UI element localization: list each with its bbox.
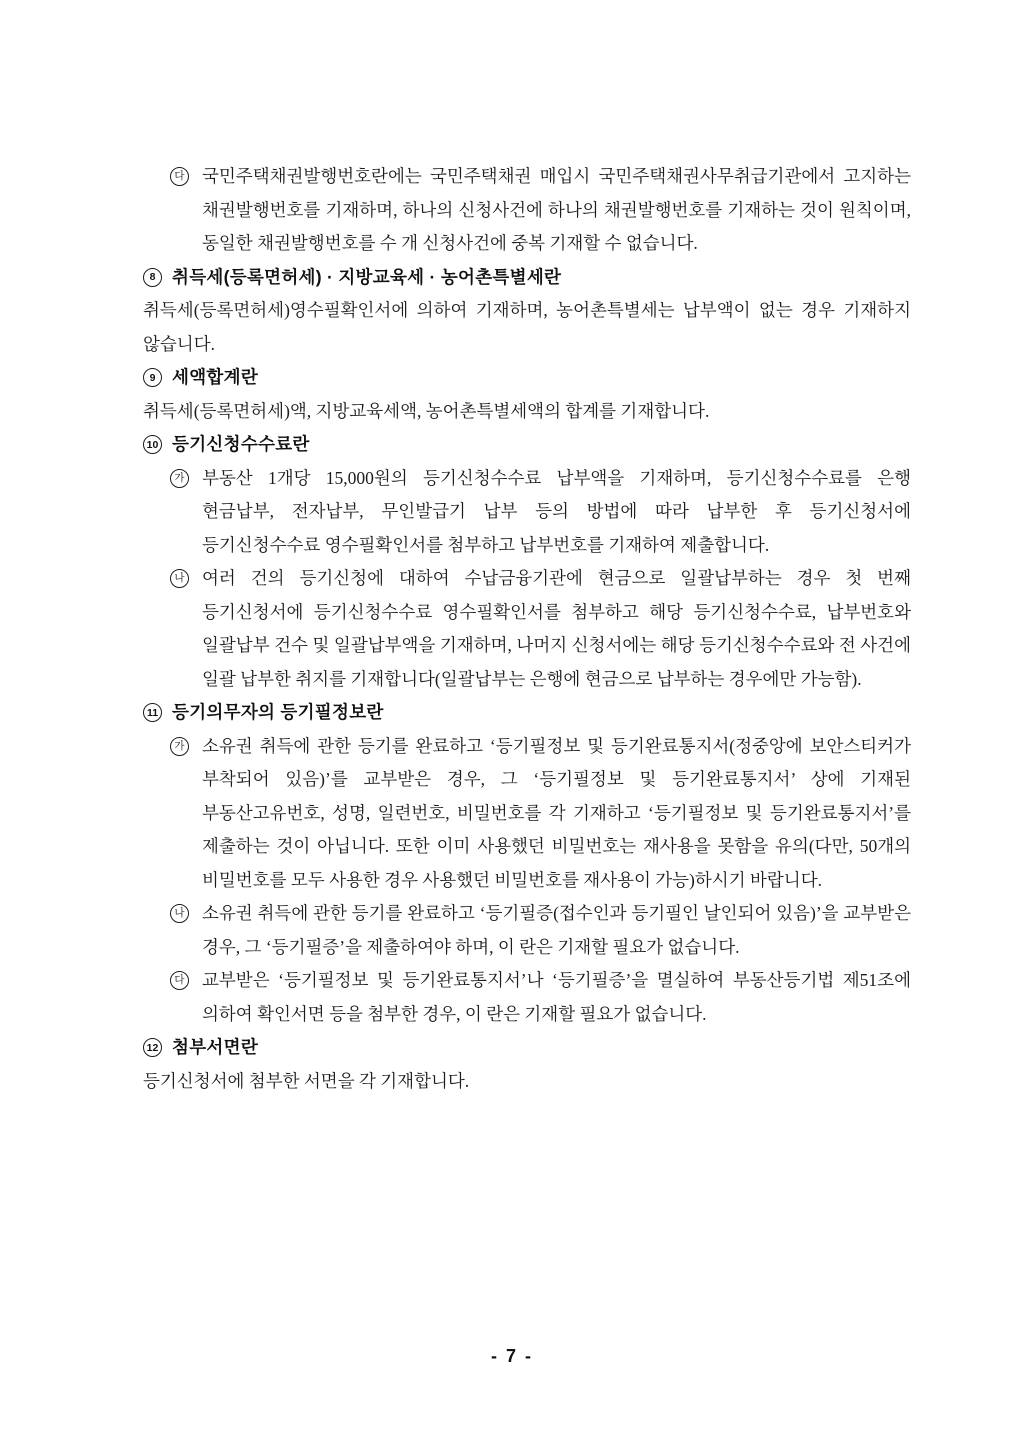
section-title: 등기의무자의 등기필정보란	[172, 702, 384, 722]
list-item-da-bond-number	[170, 160, 911, 261]
circled-da-marker: 다	[170, 167, 189, 186]
section-body: 등기신청서에 첨부한 서면을 각 기재합니다.	[143, 1070, 470, 1091]
section-heading-row	[143, 696, 911, 730]
list-item-na-bulk-payment	[170, 562, 911, 696]
page-content	[143, 160, 911, 1098]
section-title: 등기신청수수료란	[172, 434, 310, 454]
circled-ga-marker: 가	[170, 737, 189, 756]
circled-number-marker: 9	[143, 368, 162, 387]
circled-number-marker: 12	[143, 1038, 162, 1057]
list-item-ga-fee-amount	[170, 462, 911, 563]
section-acquisition-tax	[143, 261, 911, 362]
circled-na-marker: 나	[170, 569, 189, 588]
circled-number-marker: 11	[143, 703, 162, 722]
section-title: 세액합계란	[172, 367, 259, 387]
list-item-da-lost-cert	[170, 964, 911, 1031]
circled-number-marker: 10	[143, 435, 162, 454]
circled-na-marker: 나	[170, 904, 189, 923]
circled-ga-marker: 가	[170, 469, 189, 488]
list-item-ga-required-info	[170, 730, 911, 898]
paragraph: 소유권 취득에 관한 등기를 완료하고 ‘등기필증(접수인과 등기필인 날인되어 있음)’을 교부받은 경우, 그 ‘등기필증’을 제출하여야 하며, 이 란은 기재할 필요가 없습니다.	[202, 903, 911, 957]
section-heading-row	[143, 1031, 911, 1065]
section-heading-row	[143, 261, 911, 295]
section-tax-total	[143, 361, 911, 428]
section-body: 취득세(등록면허세)액, 지방교육세액, 농어촌특별세액의 합계를 기재합니다.	[143, 400, 710, 421]
paragraph: 부동산 1개당 15,000원의 등기신청수수료 납부액을 기재하며, 등기신청수수료를 은행 현금납부, 전자납부, 무인발급기 납부 등의 방법에 따라 납부한 후 등기신청서에 등기신청수수료 영수필확인서를 첨부하고 납부번호를 기재하여 제출합니다.	[202, 467, 911, 555]
section-heading-row	[143, 428, 911, 462]
circled-number-marker: 8	[143, 268, 162, 287]
paragraph: 교부받은 ‘등기필정보 및 등기완료통지서’나 ‘등기필증’을 멸실하여 부동산등기법 제51조에 의하여 확인서면 등을 첨부한 경우, 이 란은 기재할 필요가 없습니다.	[202, 970, 911, 1024]
section-title: 첨부서면란	[172, 1037, 259, 1057]
section-title: 취득세(등록면허세) · 지방교육세 · 농어촌특별세란	[172, 266, 562, 287]
section-heading-row	[143, 361, 911, 395]
paragraph: 국민주택채권발행번호란에는 국민주택채권 매입시 국민주택채권사무취급기관에서 고지하는 채권발행번호를 기재하며, 하나의 신청사건에 하나의 채권발행번호를 기재하는 것이 원칙이며, 동일한 채권발행번호를 수 개 신청사건에 중복 기재할 수 없습니다.	[202, 166, 911, 253]
section-registration-fee	[143, 428, 911, 696]
page-number: - 7 -	[490, 1346, 533, 1366]
section-registration-required-info	[143, 696, 911, 1031]
circled-da-marker: 다	[170, 971, 189, 990]
paragraph: 여러 건의 등기신청에 대하여 수납금융기관에 현금으로 일괄납부하는 경우 첫 번째 등기신청서에 등기신청수수료 영수필확인서를 첨부하고 해당 등기신청수수료, 납부번호와 일괄납부 건수 및 일괄납부액을 기재하며, 나머지 신청서에는 해당 등기신청수수료와 전 사건에 일괄 납부한 취지를 기재합니다(일괄납부는 은행에 현금으로 납부하는 경우에만 가능함).	[202, 568, 911, 689]
list-item-na-completion-cert	[170, 897, 911, 964]
section-body: 취득세(등록면허세)영수필확인서에 의하여 기재하며, 농어촌특별세는 납부액이 없는 경우 기재하지 않습니다.	[143, 300, 911, 354]
paragraph: 소유권 취득에 관한 등기를 완료하고 ‘등기필정보 및 등기완료통지서(정중앙에 보안스티커가 부착되어 있음)’를 교부받은 경우, 그 ‘등기필정보 및 등기완료통지서’ 상에 기재된 부동산고유번호, 성명, 일련번호, 비밀번호를 각 기재하고 ‘등기필정보 및 등기완료통지서’를 제출하는 것이 아닙니다. 또한 이미 사용했던 비밀번호는 재사용을 못함을 유의(다만, 50개의 비밀번호를 모두 사용한 경우 사용했던 비밀번호를 재사용이 가능)하시기 바랍니다.	[202, 735, 911, 890]
section-attached-documents	[143, 1031, 911, 1098]
